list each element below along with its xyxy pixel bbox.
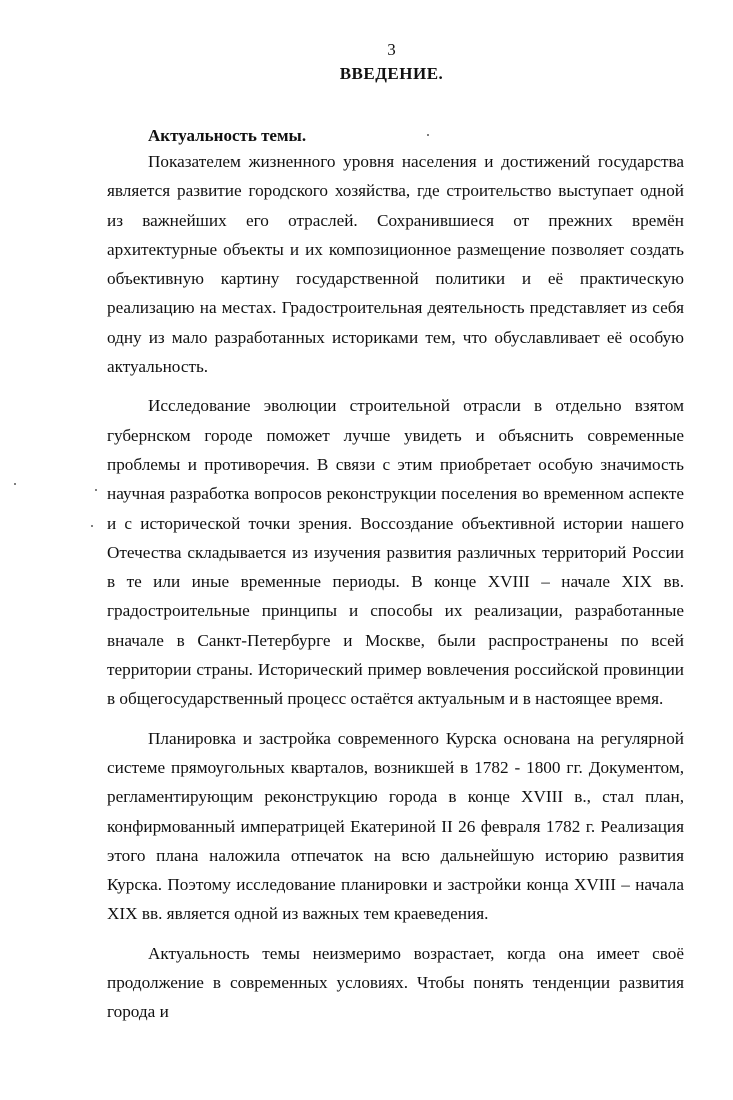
scan-speck xyxy=(95,489,97,491)
paragraph-4: Актуальность темы неизмеримо возрастает, когда она имеет своё продолжение в современных условиях. Чтобы понять тенденции развития города и xyxy=(107,943,684,1022)
scan-speck xyxy=(91,525,93,527)
body-text xyxy=(107,147,684,1037)
paragraph-3: Планировка и застройка современного Курска основана на регулярной системе прямоугольных кварталов, возникшей в 1782 - 1800 гг. Документом, регламентирующим реконструкцию города в конце XVIII в., стал план, конфирмованный императрицей Екатериной II 26 февраля 1782 г. Реализация этого плана наложила отпечаток на всю дальнейшую историю развития Курска. Поэтому исследование планировки и застройки конца XVIII – начала XIX вв. является одной из важных тем краеведения. xyxy=(107,728,684,924)
page-number: 3 xyxy=(387,40,396,59)
paragraph-1: Показателем жизненного уровня населения и достижений государства является развитие городского хозяйства, где строительство выступает одной из важнейших его отраслей. Сохранившиеся от прежних времён архитектурные объекты и их композиционное размещение позволяет создать объективную картину государственной политики и её практическую реализацию на местах. Градостроительная деятельность представляет из себя одну из мало разработанных историками тем, что обуславливает её особую актуальность. xyxy=(107,152,684,377)
subheading: Актуальность темы. xyxy=(148,126,307,145)
scan-speck xyxy=(14,483,16,485)
section-title: ВВЕДЕНИЕ. xyxy=(339,64,444,83)
paragraph-2: Исследование эволюции строительной отрасли в отдельно взятом губернском городе поможет лучше увидеть и объяснить современные проблемы и противоречия. В связи с этим приобретает особую значимость научная разработка вопросов реконструкции поселения во временном аспекте и с исторической точки зрения. Воссоздание объективной истории нашего Отечества складывается из изучения развития различных территорий России в те или иные временные периоды. В конце XVIII – начале XIX вв. градостроительные принципы и способы их реализации, разработанные вначале в Санкт-Петербурге и Москве, были распространены по всей территории страны. Исторический пример вовлечения российской провинции в общегосударственный процесс остаётся актуальным и в настоящее время. xyxy=(107,396,684,709)
scan-speck xyxy=(427,134,429,136)
